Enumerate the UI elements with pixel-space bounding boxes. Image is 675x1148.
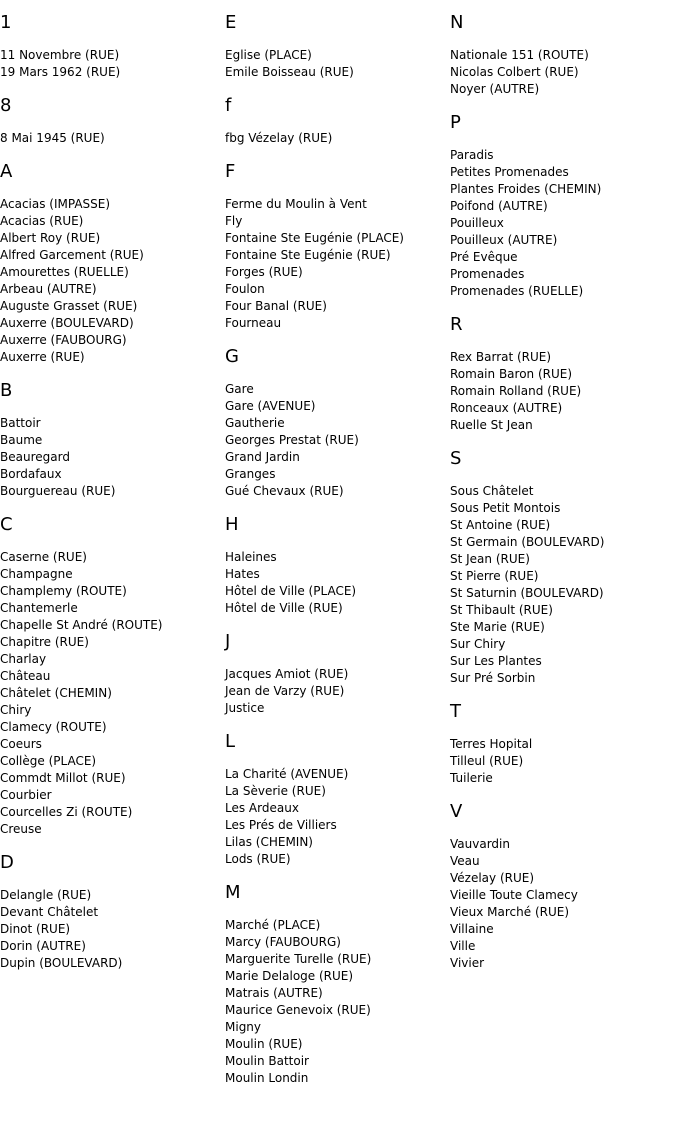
street-link[interactable]: Charlay	[0, 652, 47, 666]
letter-heading: A	[0, 161, 13, 182]
letter-heading: 8	[0, 95, 12, 116]
street-link[interactable]: Forges (RUE)	[225, 265, 303, 279]
street-link[interactable]: St Pierre (RUE)	[450, 569, 539, 583]
letter-heading: G	[225, 346, 239, 367]
letter-group	[450, 313, 672, 434]
street-link[interactable]: Sous Châtelet	[450, 484, 534, 498]
street-link[interactable]: Poifond (AUTRE)	[450, 199, 548, 213]
letter-heading: N	[450, 12, 464, 33]
street-link[interactable]: Marcy (FAUBOURG)	[225, 935, 341, 949]
street-link[interactable]: Jacques Amiot (RUE)	[225, 667, 349, 681]
street-link[interactable]: Gare (AVENUE)	[225, 399, 316, 413]
street-link[interactable]: Bourguereau (RUE)	[0, 484, 116, 498]
street-link[interactable]: Bordafaux	[0, 467, 62, 481]
street-link[interactable]: Courcelles Zi (ROUTE)	[0, 805, 133, 819]
street-link[interactable]: Matrais (AUTRE)	[225, 986, 323, 1000]
letter-group	[0, 379, 222, 500]
street-link[interactable]: Fontaine Ste Eugénie (RUE)	[225, 248, 391, 262]
street-link[interactable]: Sur Chiry	[450, 637, 506, 651]
letter-group	[225, 730, 447, 868]
letter-heading: R	[450, 314, 463, 335]
letter-heading: E	[225, 12, 237, 33]
street-link[interactable]: Baume	[0, 433, 43, 447]
letter-group	[450, 11, 672, 98]
street-link[interactable]: Châtelet (CHEMIN)	[0, 686, 112, 700]
letter-group	[450, 111, 672, 300]
letter-group	[0, 11, 222, 81]
street-link[interactable]: Fourneau	[225, 316, 282, 330]
letter-heading: V	[450, 801, 463, 822]
street-link[interactable]: Rex Barrat (RUE)	[450, 350, 552, 364]
street-link[interactable]: Commdt Millot (RUE)	[0, 771, 126, 785]
street-link[interactable]: Auxerre (BOULEVARD)	[0, 316, 134, 330]
street-link[interactable]: Ruelle St Jean	[450, 418, 533, 432]
street-link[interactable]: Emile Boisseau (RUE)	[225, 65, 354, 79]
street-link[interactable]: Les Ardeaux	[225, 801, 299, 815]
street-link[interactable]: Marguerite Turelle (RUE)	[225, 952, 372, 966]
street-column-2	[225, 11, 447, 1100]
letter-group	[225, 881, 447, 1087]
street-link[interactable]: Haleines	[225, 550, 277, 564]
letter-heading: J	[225, 631, 231, 652]
letter-group	[225, 11, 447, 81]
street-link[interactable]: Champlemy (ROUTE)	[0, 584, 127, 598]
street-link[interactable]: St Jean (RUE)	[450, 552, 530, 566]
street-link[interactable]: Marie Delaloge (RUE)	[225, 969, 354, 983]
street-link[interactable]: Fontaine Ste Eugénie (PLACE)	[225, 231, 404, 245]
street-link[interactable]: Hôtel de Ville (RUE)	[225, 601, 343, 615]
street-link[interactable]: Fly	[225, 214, 243, 228]
street-link[interactable]: Amourettes (RUELLE)	[0, 265, 129, 279]
letter-heading: H	[225, 514, 239, 535]
street-link[interactable]: Villaine	[450, 922, 494, 936]
street-link[interactable]: Gare	[225, 382, 254, 396]
street-link[interactable]: Alfred Garcement (RUE)	[0, 248, 144, 262]
street-link[interactable]: fbg Vézelay (RUE)	[225, 131, 333, 145]
street-link[interactable]: Marché (PLACE)	[225, 918, 321, 932]
street-link[interactable]: Jean de Varzy (RUE)	[225, 684, 345, 698]
street-link[interactable]: Sous Petit Montois	[450, 501, 561, 515]
street-link[interactable]: Maurice Genevoix (RUE)	[225, 1003, 371, 1017]
street-link[interactable]: Justice	[225, 701, 265, 715]
street-link[interactable]: Delangle (RUE)	[0, 888, 92, 902]
letter-heading: S	[450, 448, 462, 469]
street-link[interactable]: Four Banal (RUE)	[225, 299, 327, 313]
street-link[interactable]: Ferme du Moulin à Vent	[225, 197, 367, 211]
street-link[interactable]: Moulin (RUE)	[225, 1037, 303, 1051]
street-link[interactable]: Moulin Londin	[225, 1071, 309, 1085]
street-link[interactable]: Pouilleux	[450, 216, 504, 230]
letter-heading: f	[225, 95, 232, 116]
street-link[interactable]: Grand Jardin	[225, 450, 300, 464]
street-link[interactable]: Sur Les Plantes	[450, 654, 542, 668]
street-link[interactable]: Auxerre (RUE)	[0, 350, 85, 364]
street-link[interactable]: Tuilerie	[450, 771, 493, 785]
letter-group	[450, 800, 672, 972]
street-link[interactable]: Veau	[450, 854, 480, 868]
street-link[interactable]: Acacias (RUE)	[0, 214, 84, 228]
street-link[interactable]: St Germain (BOULEVARD)	[450, 535, 605, 549]
street-link[interactable]: Eglise (PLACE)	[225, 48, 312, 62]
street-link[interactable]: Noyer (AUTRE)	[450, 82, 540, 96]
street-link[interactable]: Chantemerle	[0, 601, 78, 615]
street-link[interactable]: Chapelle St André (ROUTE)	[0, 618, 163, 632]
street-link[interactable]: 19 Mars 1962 (RUE)	[0, 65, 121, 79]
street-link[interactable]: Vézelay (RUE)	[450, 871, 535, 885]
street-column-3	[450, 11, 672, 985]
letter-heading: L	[225, 731, 236, 752]
street-link[interactable]: Ronceaux (AUTRE)	[450, 401, 563, 415]
street-link[interactable]: Terres Hopital	[450, 737, 533, 751]
street-link[interactable]: Courbier	[0, 788, 52, 802]
street-link[interactable]: Vivier	[450, 956, 485, 970]
street-link[interactable]: Les Prés de Villiers	[225, 818, 337, 832]
letter-group	[225, 630, 447, 717]
street-link[interactable]: Ville	[450, 939, 476, 953]
street-link[interactable]: Lods (RUE)	[225, 852, 291, 866]
street-column-1	[0, 11, 222, 985]
street-link[interactable]: Acacias (IMPASSE)	[0, 197, 111, 211]
street-link[interactable]: Coeurs	[0, 737, 42, 751]
street-link[interactable]: Dorin (AUTRE)	[0, 939, 86, 953]
street-link[interactable]: Devant Châtelet	[0, 905, 99, 919]
street-link[interactable]: Vieille Toute Clamecy	[450, 888, 578, 902]
street-link[interactable]: Foulon	[225, 282, 265, 296]
street-link[interactable]: Romain Baron (RUE)	[450, 367, 573, 381]
street-link[interactable]: Promenades (RUELLE)	[450, 284, 584, 298]
street-link[interactable]: Arbeau (AUTRE)	[0, 282, 97, 296]
letter-group	[225, 513, 447, 617]
street-link[interactable]: Gué Chevaux (RUE)	[225, 484, 344, 498]
street-link[interactable]: Granges	[225, 467, 276, 481]
street-link[interactable]: Petites Promenades	[450, 165, 569, 179]
street-link[interactable]: Hôtel de Ville (PLACE)	[225, 584, 357, 598]
street-link[interactable]: Nationale 151 (ROUTE)	[450, 48, 589, 62]
street-link[interactable]: Hates	[225, 567, 260, 581]
street-link[interactable]: 11 Novembre (RUE)	[0, 48, 120, 62]
street-link[interactable]: Dupin (BOULEVARD)	[0, 956, 123, 970]
letter-heading: P	[450, 112, 461, 133]
street-link[interactable]: Creuse	[0, 822, 42, 836]
street-link[interactable]: La Charité (AVENUE)	[225, 767, 349, 781]
street-link[interactable]: Collège (PLACE)	[0, 754, 97, 768]
letter-heading: T	[450, 701, 461, 722]
street-link[interactable]: Vauvardin	[450, 837, 510, 851]
street-link[interactable]: La Sèverie (RUE)	[225, 784, 326, 798]
street-link[interactable]: Ste Marie (RUE)	[450, 620, 545, 634]
street-link[interactable]: Caserne (RUE)	[0, 550, 87, 564]
letter-group	[0, 513, 222, 838]
street-link[interactable]: 8 Mai 1945 (RUE)	[0, 131, 105, 145]
street-link[interactable]: Clamecy (ROUTE)	[0, 720, 107, 734]
street-link[interactable]: Sur Pré Sorbin	[450, 671, 536, 685]
street-link[interactable]: Pouilleux (AUTRE)	[450, 233, 558, 247]
letter-heading: 1	[0, 12, 12, 33]
street-link[interactable]: Moulin Battoir	[225, 1054, 309, 1068]
street-link[interactable]: Champagne	[0, 567, 73, 581]
street-link[interactable]: Chiry	[0, 703, 32, 717]
street-link[interactable]: Dinot (RUE)	[0, 922, 71, 936]
street-link[interactable]: Vieux Marché (RUE)	[450, 905, 570, 919]
letter-group	[450, 700, 672, 787]
street-link[interactable]: Tilleul (RUE)	[450, 754, 524, 768]
letter-group	[225, 345, 447, 500]
letter-group	[0, 160, 222, 366]
letter-group	[0, 94, 222, 147]
letter-heading: F	[225, 161, 236, 182]
letter-group	[450, 447, 672, 687]
street-link[interactable]: Plantes Froides (CHEMIN)	[450, 182, 602, 196]
street-link[interactable]: Albert Roy (RUE)	[0, 231, 101, 245]
street-link[interactable]: St Thibault (RUE)	[450, 603, 553, 617]
street-link[interactable]: Pré Evêque	[450, 250, 518, 264]
letter-group	[225, 94, 447, 147]
street-link[interactable]: Nicolas Colbert (RUE)	[450, 65, 579, 79]
street-link[interactable]: Lilas (CHEMIN)	[225, 835, 313, 849]
street-link[interactable]: Gautherie	[225, 416, 285, 430]
letter-group	[0, 851, 222, 972]
street-link[interactable]: St Antoine (RUE)	[450, 518, 551, 532]
street-link[interactable]: Chapitre (RUE)	[0, 635, 89, 649]
street-link[interactable]: Battoir	[0, 416, 41, 430]
letter-heading: C	[0, 514, 13, 535]
street-link[interactable]: Georges Prestat (RUE)	[225, 433, 359, 447]
letter-heading: M	[225, 882, 241, 903]
letter-heading: B	[0, 380, 13, 401]
street-link[interactable]: Beauregard	[0, 450, 70, 464]
letter-heading: D	[0, 852, 14, 873]
street-link[interactable]: Auguste Grasset (RUE)	[0, 299, 138, 313]
street-link[interactable]: St Saturnin (BOULEVARD)	[450, 586, 604, 600]
street-link[interactable]: Paradis	[450, 148, 494, 162]
street-link[interactable]: Promenades	[450, 267, 525, 281]
street-link[interactable]: Auxerre (FAUBOURG)	[0, 333, 127, 347]
letter-group	[225, 160, 447, 332]
street-link[interactable]: Romain Rolland (RUE)	[450, 384, 582, 398]
street-link[interactable]: Château	[0, 669, 51, 683]
street-link[interactable]: Migny	[225, 1020, 262, 1034]
